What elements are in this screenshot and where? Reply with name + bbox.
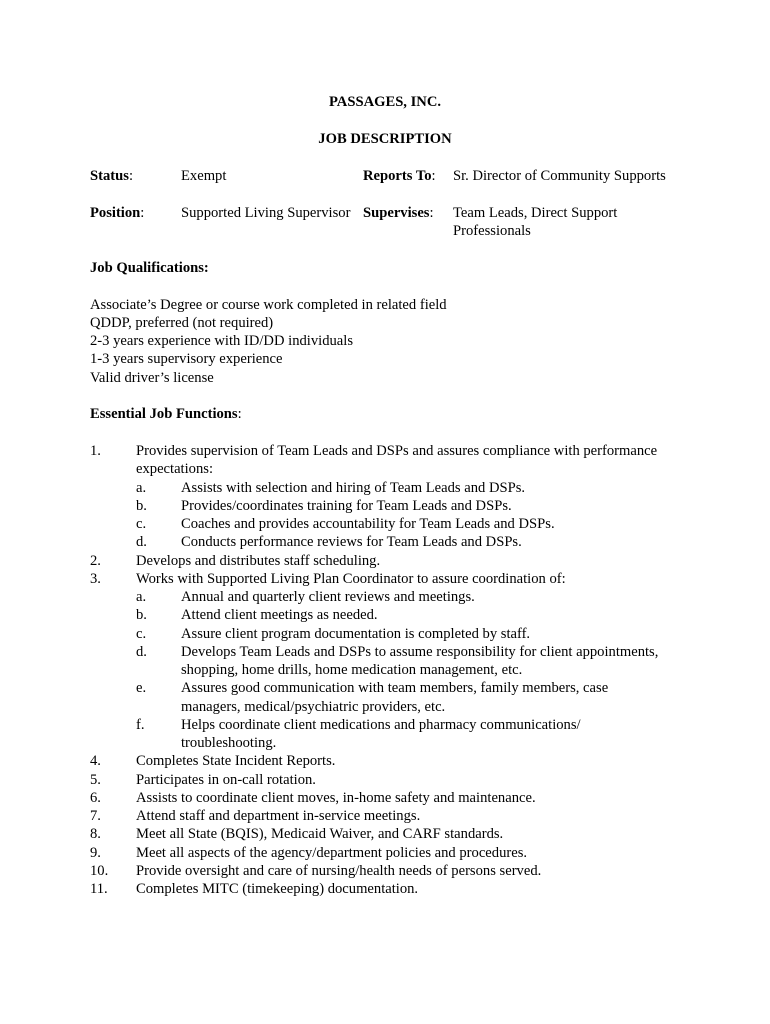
function-subitem-text: shopping, home drills, home medication management, etc. [181,662,523,678]
function-subletter: c. [136,516,147,532]
qualifications-heading: Job Qualifications: [90,260,209,276]
function-number: 6. [90,789,101,806]
company-name: PASSAGES, INC. [328,94,442,110]
function-number: 11. [90,881,108,897]
position-label: Position [90,205,141,221]
function-text: Meet all aspects of the agency/department policies and procedures. [136,844,528,861]
functions-heading-colon: : [237,406,242,422]
function-text: Completes State Incident Reports. [136,753,336,770]
function-subletter: b. [136,497,147,514]
function-subletter: a. [136,589,147,605]
function-number: 1. [90,443,101,459]
function-text: Assists to coordinate client moves, in-home safety and maintenance. [136,789,536,806]
function-text: expectations: [136,461,213,478]
function-number: 9. [90,844,101,861]
function-number: 10. [90,862,109,879]
function-subletter: f. [136,716,145,733]
status-colon: : [128,168,133,184]
function-subitem-text: Coaches and provides accountability for Team Leads and DSPs. [181,516,555,532]
function-subitem-text: Assures good communication with team members, family members, case [181,680,609,697]
qualification-item: Valid driver’s license [90,370,214,386]
function-subitem-text: troubleshooting. [181,735,277,751]
function-subitem-text: managers, medical/psychiatric providers, etc. [181,698,446,715]
function-subitem-text: Helps coordinate client medications and pharmacy communications/ [181,716,581,733]
function-subletter: a. [136,479,147,496]
function-number: 5. [90,771,101,788]
supervises-value-line2: Professionals [453,223,531,239]
qualification-item: 1-3 years supervisory experience [90,351,283,367]
function-text: Meet all State (BQIS), Medicaid Waiver, and CARF standards. [136,826,504,843]
document-title: JOB DESCRIPTION [318,131,452,147]
function-number: 4. [90,753,101,770]
function-subitem-text: Provides/coordinates training for Team Leads and DSPs. [181,497,512,514]
qualification-item: 2-3 years experience with ID/DD individuals [90,333,354,349]
function-text: Completes MITC (timekeeping) documentation. [136,881,419,897]
supervises-label-group [363,204,434,222]
status-value: Exempt [181,168,227,184]
function-subletter: d. [136,643,147,660]
function-subitem-text: Develops Team Leads and DSPs to assume responsibility for client appointments, [181,643,659,660]
function-number: 8. [90,826,101,843]
reports-to-value: Sr. Director of Community Supports [453,168,666,184]
reports-to-colon: : [431,168,436,184]
function-text: Works with Supported Living Plan Coordinator to assure coordination of: [136,570,566,587]
function-subitem-text: Attend client meetings as needed. [181,607,378,624]
function-subitem-text: Annual and quarterly client reviews and meetings. [181,589,475,605]
function-number: 2. [90,552,101,569]
position-label-group [90,204,144,222]
supervises-value-line1: Team Leads, Direct Support [453,205,618,221]
function-subletter: b. [136,607,147,624]
function-text: Attend staff and department in-service meetings. [136,808,421,824]
function-text: Participates in on-call rotation. [136,771,316,788]
function-subletter: c. [136,625,147,642]
functions-heading: Essential Job Functions [90,406,238,422]
supervises-label: Supervises [363,205,430,221]
function-subitem-text: Assure client program documentation is completed by staff. [181,625,531,642]
position-value: Supported Living Supervisor [181,205,351,221]
function-number: 3. [90,570,101,587]
status-label: Status [90,168,129,184]
qualification-item: QDDP, preferred (not required) [90,315,274,331]
qualification-item: Associate’s Degree or course work completed in related field [90,297,447,313]
position-colon: : [140,205,145,221]
function-text: Develops and distributes staff scheduling. [136,552,381,569]
functions-heading-group [90,405,242,423]
function-number: 7. [90,808,101,824]
function-subletter: d. [136,534,147,551]
function-subitem-text: Assists with selection and hiring of Team Leads and DSPs. [181,479,526,496]
supervises-colon: : [429,205,434,221]
function-subitem-text: Conducts performance reviews for Team Leads and DSPs. [181,534,522,551]
reports-to-label: Reports To [363,168,432,184]
status-label-group [90,167,133,185]
reports-to-label-group [363,167,436,185]
function-text: Provides supervision of Team Leads and DSPs and assures compliance with performance [136,443,658,459]
function-text: Provide oversight and care of nursing/health needs of persons served. [136,862,542,879]
function-subletter: e. [136,680,147,697]
